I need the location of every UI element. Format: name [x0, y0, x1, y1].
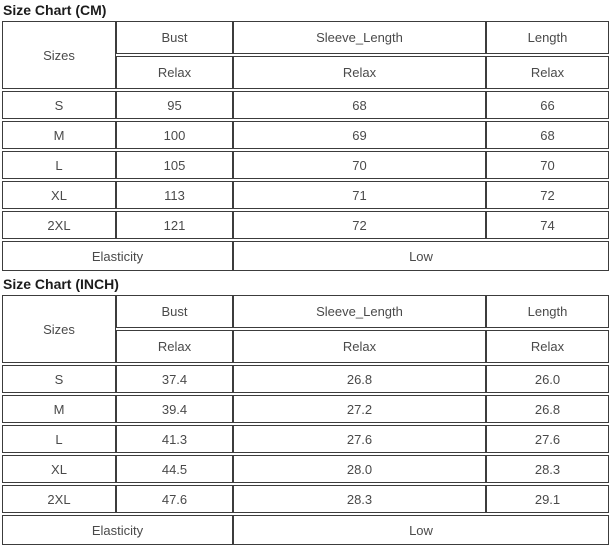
cm-column-header-row: [2, 21, 609, 54]
inch-length-relax-cell: Relax: [486, 330, 609, 363]
cm-size-row-l: [2, 151, 609, 179]
sleeve-length-value-cell: 71: [233, 181, 486, 209]
elasticity-label-cell: Elasticity: [2, 241, 233, 271]
bust-value-cell: 41.3: [116, 425, 233, 453]
size-cell: L: [2, 425, 116, 453]
sleeve-length-value-cell: 72: [233, 211, 486, 239]
inch-size-row-2xl: [2, 485, 609, 513]
length-value-cell: 68: [486, 121, 609, 149]
size-cell: S: [2, 365, 116, 393]
bust-value-cell: 39.4: [116, 395, 233, 423]
bust-value-cell: 47.6: [116, 485, 233, 513]
sleeve-length-value-cell: 27.6: [233, 425, 486, 453]
inch-length-header-cell: Length: [486, 295, 609, 328]
inch-column-header-row: [2, 295, 609, 328]
size-cell: M: [2, 395, 116, 423]
length-value-cell: 27.6: [486, 425, 609, 453]
cm-size-row-2xl: [2, 211, 609, 239]
inch-size-row-l: [2, 425, 609, 453]
length-value-cell: 66: [486, 91, 609, 119]
sleeve-length-value-cell: 26.8: [233, 365, 486, 393]
size-cell: 2XL: [2, 485, 116, 513]
cm-size-row-s: [2, 91, 609, 119]
cm-size-row-xl: [2, 181, 609, 209]
size-cell: L: [2, 151, 116, 179]
inch-size-row-s: [2, 365, 609, 393]
bust-value-cell: 121: [116, 211, 233, 239]
cm-sizes-header-cell: Sizes: [2, 21, 116, 89]
length-value-cell: 26.0: [486, 365, 609, 393]
sleeve-length-value-cell: 27.2: [233, 395, 486, 423]
cm-length-header-cell: Length: [486, 21, 609, 54]
sleeve-length-value-cell: 69: [233, 121, 486, 149]
inch-sleeve-relax-cell: Relax: [233, 330, 486, 363]
size-cell: 2XL: [2, 211, 116, 239]
elasticity-value-cell: Low: [233, 515, 609, 545]
inch-size-row-m: [2, 395, 609, 423]
cm-size-row-m: [2, 121, 609, 149]
length-value-cell: 72: [486, 181, 609, 209]
length-value-cell: 26.8: [486, 395, 609, 423]
inch-bust-header-cell: Bust: [116, 295, 233, 328]
inch-elasticity-row: [2, 515, 609, 545]
length-value-cell: 70: [486, 151, 609, 179]
inch-sleeve-length-header-cell: Sleeve_Length: [233, 295, 486, 328]
cm-elasticity-row: [2, 241, 609, 271]
bust-value-cell: 44.5: [116, 455, 233, 483]
cm-bust-header-cell: Bust: [116, 21, 233, 54]
size-cell: XL: [2, 181, 116, 209]
size-cell: XL: [2, 455, 116, 483]
cm-bust-relax-cell: Relax: [116, 56, 233, 89]
bust-value-cell: 105: [116, 151, 233, 179]
sleeve-length-value-cell: 68: [233, 91, 486, 119]
elasticity-value-cell: Low: [233, 241, 609, 271]
bust-value-cell: 100: [116, 121, 233, 149]
inch-size-row-xl: [2, 455, 609, 483]
length-value-cell: 29.1: [486, 485, 609, 513]
length-value-cell: 74: [486, 211, 609, 239]
bust-value-cell: 37.4: [116, 365, 233, 393]
inch-sizes-header-cell: Sizes: [2, 295, 116, 363]
size-chart-cm-title: Size Chart (CM): [3, 2, 107, 18]
cm-sleeve-relax-cell: Relax: [233, 56, 486, 89]
size-chart-inch-title: Size Chart (INCH): [3, 276, 119, 292]
cm-length-relax-cell: Relax: [486, 56, 609, 89]
size-chart-inch-table: [2, 293, 609, 547]
sleeve-length-value-cell: 28.3: [233, 485, 486, 513]
sleeve-length-value-cell: 70: [233, 151, 486, 179]
cm-sleeve-length-header-cell: Sleeve_Length: [233, 21, 486, 54]
inch-bust-relax-cell: Relax: [116, 330, 233, 363]
size-cell: M: [2, 121, 116, 149]
size-cell: S: [2, 91, 116, 119]
bust-value-cell: 95: [116, 91, 233, 119]
length-value-cell: 28.3: [486, 455, 609, 483]
elasticity-label-cell: Elasticity: [2, 515, 233, 545]
sleeve-length-value-cell: 28.0: [233, 455, 486, 483]
bust-value-cell: 113: [116, 181, 233, 209]
size-chart-cm-table: [2, 19, 609, 273]
